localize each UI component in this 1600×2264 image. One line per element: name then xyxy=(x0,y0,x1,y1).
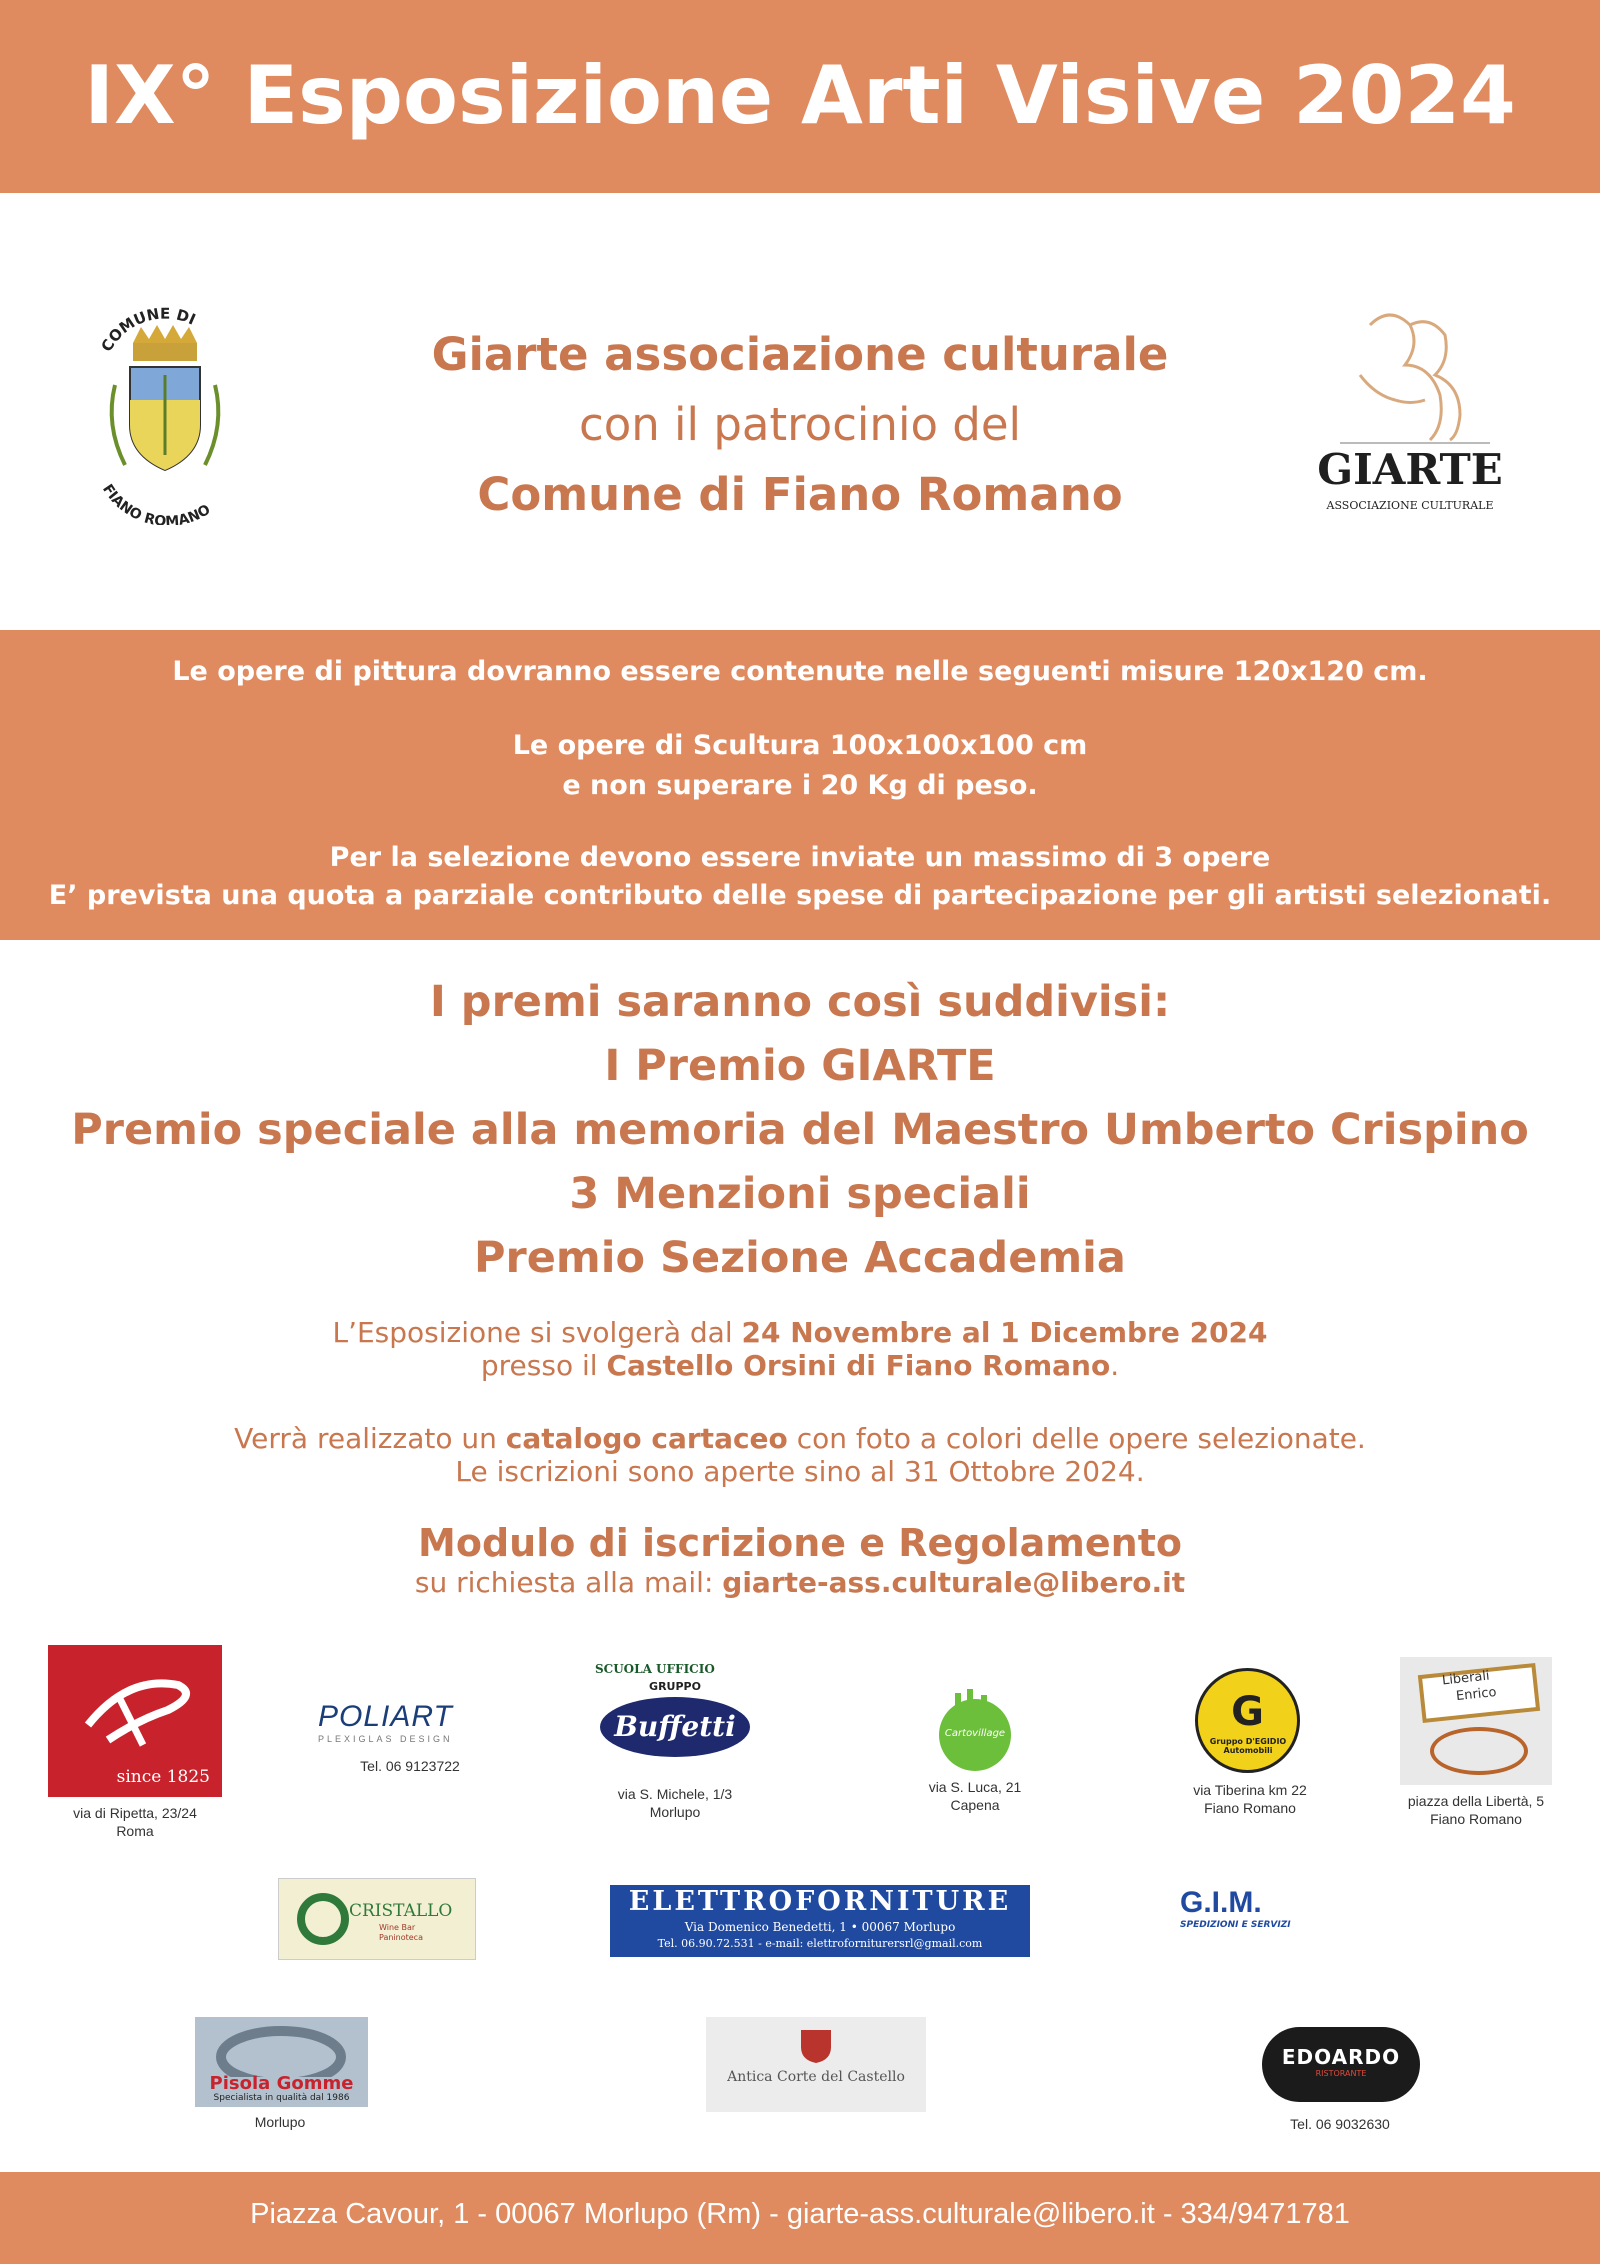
crest-icon xyxy=(796,2025,836,2065)
intro-comune: Comune di Fiano Romano xyxy=(477,468,1123,521)
sponsor-edoardo-logo: EDOARDO RISTORANTE xyxy=(1262,2027,1420,2102)
sponsor-ripetta-logo: since 1825 xyxy=(48,1645,222,1797)
event-venue-name: Castello Orsini di Fiano Romano xyxy=(606,1349,1111,1382)
sponsor-cristallo-logo: CRISTALLO Wine Bar Paninoteca xyxy=(278,1878,476,1960)
rules-sculpture-size: Le opere di Scultura 100x100x100 cm xyxy=(512,730,1088,761)
event-catalogue: Verrà realizzato un catalogo cartaceo con foto a colori delle opere selezionate. xyxy=(234,1422,1366,1455)
giarte-logo xyxy=(1300,305,1520,515)
prizes-heading: I premi saranno così suddivisi: xyxy=(429,977,1171,1027)
comune-logo-top-text: COMUNE DI xyxy=(97,305,199,355)
intro-association: Giarte associazione culturale xyxy=(431,328,1169,381)
header-band xyxy=(0,0,1600,193)
sponsor-edoardo-phone: Tel. 06 9032630 xyxy=(1290,2116,1390,2132)
prize-item: 3 Menzioni speciali xyxy=(569,1169,1031,1219)
modulo-email-link[interactable]: giarte-ass.culturale@libero.it xyxy=(722,1566,1186,1599)
sponsor-antica-corte-logo: Antica Corte del Castello xyxy=(706,2017,926,2112)
intro-patronage: con il patrocinio del xyxy=(578,398,1022,451)
sponsor-cartovillage-address: via S. Luca, 21 Capena xyxy=(928,1779,1022,1813)
event-catalogue-bold: catalogo cartaceo xyxy=(505,1422,788,1455)
prize-item: Premio speciale alla memoria del Maestro Umberto Crispino xyxy=(71,1105,1529,1155)
intro-block xyxy=(320,320,1280,530)
rules-painting: Le opere di pittura dovranno essere contenute nelle seguenti misure 120x120 cm. xyxy=(172,656,1428,687)
comune-fiano-romano-logo xyxy=(85,305,245,525)
prize-item: Premio Sezione Accademia xyxy=(474,1233,1126,1283)
sponsor-ripetta-address: via di Ripetta, 23/24 Roma xyxy=(73,1805,197,1839)
prize-item: I Premio GIARTE xyxy=(604,1041,996,1091)
sponsor-liberali-address: piazza della Libertà, 5 Fiano Romano xyxy=(1407,1793,1545,1827)
page-title: IX° Esposizione Arti Visive 2024 xyxy=(84,49,1516,142)
giarte-logo-name: GIARTE xyxy=(1317,445,1503,494)
svg-text:FIANO ROMANO xyxy=(99,482,213,525)
event-venue: presso il Castello Orsini di Fiano Romano. xyxy=(480,1349,1120,1382)
sponsor-liberali-logo: Liberali Enrico xyxy=(1400,1657,1552,1785)
comune-logo-bottom-text: FIANO ROMANO xyxy=(98,481,214,525)
event-date-range: 24 Novembre al 1 Dicembre 2024 xyxy=(741,1316,1268,1349)
event-dates: L’Esposizione si svolgerà dal 24 Novembre al 1 Dicembre 2024 xyxy=(332,1316,1268,1349)
sponsor-degidio-logo: G Gruppo D'EGIDIO Automobili xyxy=(1195,1668,1300,1773)
footer-contact: Piazza Cavour, 1 - 00067 Morlupo (Rm) - giarte-ass.culturale@libero.it - 334/9471781 xyxy=(250,2198,1350,2230)
sponsor-pisola-logo: Pisola Gomme Specialista in qualità dal 1986 xyxy=(195,2017,368,2107)
sponsor-degidio-address: via Tiberina km 22 Fiano Romano xyxy=(1193,1782,1307,1816)
sponsor-elettroforniture-logo: ELETTROFORNITURE Via Domenico Benedetti, 1 • 00067 Morlupo Tel. 06.90.72.531 - e-mail: elettroforniturersrl@gmail.com xyxy=(610,1885,1030,1957)
sponsor-poliart-phone: Tel. 06 9123722 xyxy=(360,1758,460,1774)
event-deadline: Le iscrizioni sono aperte sino al 31 Ottobre 2024. xyxy=(455,1455,1145,1488)
rules-fee: E’ prevista una quota a parziale contributo delle spese di partecipazione per gli artisti selezionati. xyxy=(48,880,1552,911)
modulo-title: Modulo di iscrizione e Regolamento xyxy=(418,1521,1182,1565)
modulo-contact: su richiesta alla mail: giarte-ass.culturale@libero.it xyxy=(414,1566,1186,1599)
rules-sculpture-weight: e non superare i 20 Kg di peso. xyxy=(562,770,1038,801)
rules-band xyxy=(0,630,1600,940)
sponsor-poliart-logo: POLIART PLEXIGLAS DESIGN xyxy=(318,1700,453,1744)
sponsor-buffetti-address: via S. Michele, 1/3 Morlupo xyxy=(617,1786,733,1820)
sponsor-buffetti-logo: SCUOLA UFFICIO GRUPPO Buffetti xyxy=(595,1662,755,1782)
sponsor-pisola-address: Morlupo xyxy=(254,2114,306,2130)
tyre-icon xyxy=(195,2017,368,2077)
rules-selection: Per la selezione devono essere inviate un massimo di 3 opere xyxy=(329,842,1271,873)
sponsor-gim-logo: G.I.M. SPEDIZIONI E SERVIZI xyxy=(1180,1886,1291,1930)
footer-band xyxy=(0,2172,1600,2264)
coffee-cup-icon xyxy=(293,1889,353,1949)
brand-mark-icon xyxy=(48,1645,222,1765)
giarte-logo-sub: ASSOCIAZIONE CULTURALE xyxy=(1326,499,1494,512)
prizes-block xyxy=(0,970,1600,1290)
giarte-figures-icon xyxy=(1300,305,1520,445)
sponsor-cartovillage-logo: Cartovillage xyxy=(925,1683,1025,1773)
